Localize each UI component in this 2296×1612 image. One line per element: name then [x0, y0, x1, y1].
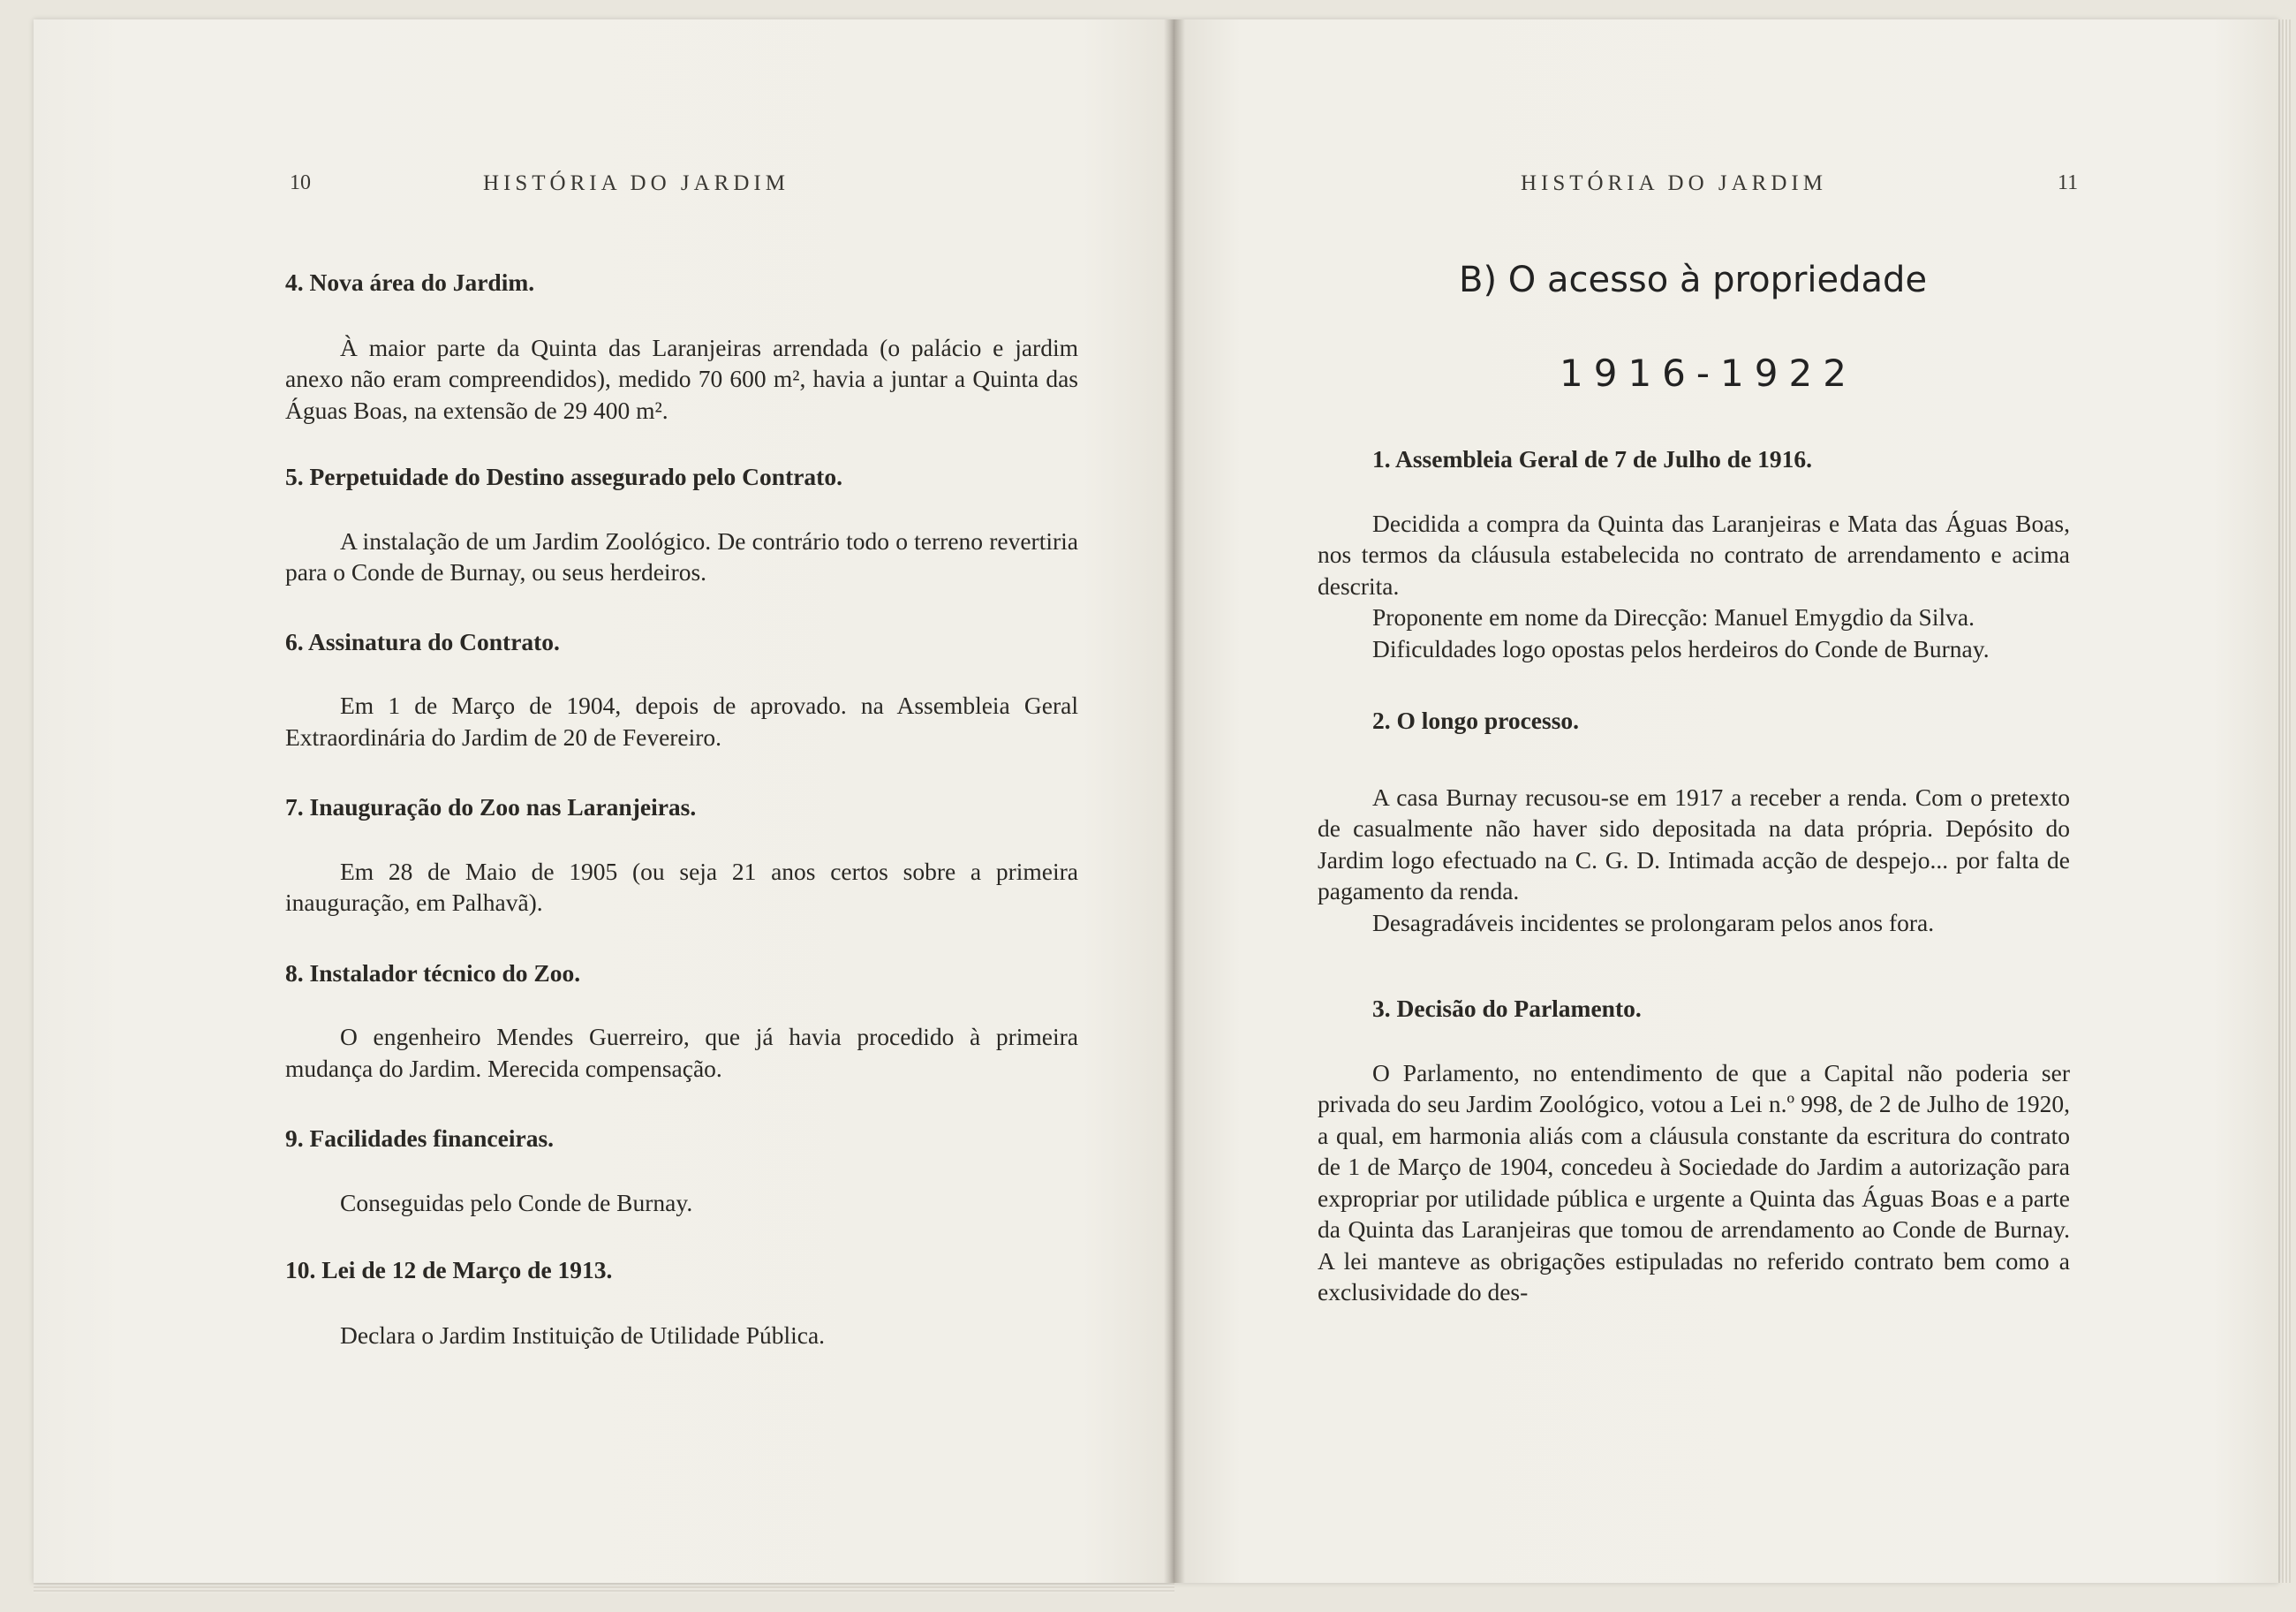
page-number-left: 10 — [290, 171, 311, 194]
section-paragraph: Proponente em nome da Direcção: Manuel Emygdio da Silva. — [1372, 603, 1975, 631]
section-heading: 8. Instalador técnico do Zoo. — [285, 958, 581, 987]
page-number-right: 11 — [2058, 171, 2079, 194]
section-paragraph: Desagradáveis incidentes se prolongaram pelos anos fora. — [1372, 908, 1935, 936]
running-head-left: HISTÓRIA DO JARDIM — [483, 171, 789, 195]
section-heading: 1. Assembleia Geral de 7 de Julho de 1916. — [1372, 445, 1813, 473]
running-head-right: HISTÓRIA DO JARDIM — [1521, 171, 1827, 195]
section-heading: 5. Perpetuidade do Destino assegurado pelo Contrato. — [285, 463, 842, 490]
section-paragraph: À maior parte da Quinta das Laranjeiras arrendada (o palácio e jardim anexo não eram compreendidos), medido 70 600 m², havia a juntar a Quinta das Águas Boas, na extensão de 29 400 m². — [285, 333, 1078, 424]
section-paragraph: A casa Burnay recusou-se em 1917 a receber a renda. Com o pretexto de casualmente não haver sido depositada na data própria. Depósito do Jardim logo efectuado na C. G. D. Intimada acção de despejo... por falta de pagamento da renda. — [1318, 783, 2070, 904]
section-paragraph: Conseguidas pelo Conde de Burnay. — [340, 1188, 693, 1216]
section-paragraph: Declara o Jardim Instituição de Utilidade Pública. — [340, 1321, 826, 1349]
section-paragraph: O engenheiro Mendes Guerreiro, que já havia procedido à primeira mudança do Jardim. Merecida compensação. — [285, 1023, 1078, 1082]
right-page-content — [1318, 443, 2070, 1308]
left-page-content — [285, 267, 1078, 1351]
section-paragraph: Dificuldades logo opostas pelos herdeiros do Conde de Burnay. — [1372, 634, 1990, 662]
section-paragraph: O Parlamento, no entendimento de que a Capital não poderia ser privada do seu Jardim Zoológico, votou a Lei n.º 998, de 2 de Julho de 1920, a qual, em harmonia aliás com a cláusula constante da escritura do contrato de 1 de Março de 1904, concedeu à Sociedade do Jardim a autorização para expropriar por utilidade pública e urgente a Quinta das Águas Boas e a parte da Quinta das Laranjeiras que tomou de arrendamento ao Conde de Burnay. A lei manteve as obrigações estipuladas no referido contrato bem como a exclusividade do des- — [1318, 1058, 2070, 1305]
left-page — [34, 19, 1174, 1583]
section-heading: 6. Assinatura do Contrato. — [285, 627, 560, 655]
section-heading: 10. Lei de 12 de Março de 1913. — [285, 1256, 613, 1283]
section-heading: 4. Nova área do Jardim. — [285, 269, 535, 296]
section-heading: 7. Inauguração do Zoo nas Laranjeiras. — [285, 793, 697, 821]
section-heading: 3. Decisão do Parlamento. — [1372, 995, 1642, 1022]
section-paragraph: Em 28 de Maio de 1905 (ou seja 21 anos certos sobre a primeira inauguração, em Palhavã). — [285, 857, 1078, 916]
section-heading: 2. O longo processo. — [1372, 707, 1580, 734]
book-spine — [1164, 19, 1185, 1583]
section-paragraph: A instalação de um Jardim Zoológico. De contrário todo o terreno revertiria para o Conde de Burnay, ou seus herdeiros. — [285, 526, 1078, 586]
section-paragraph: Decidida a compra da Quinta das Laranjeiras e Mata das Águas Boas, nos termos da cláusula estabelecida no contrato de arrendamento e acima descrita. — [1318, 509, 2070, 600]
page-edges-bottom — [34, 1583, 1174, 1593]
section-paragraph: Em 1 de Março de 1904, depois de aprovado. na Assembleia Geral Extraordinária do Jardim de 20 de Fevereiro. — [285, 692, 1078, 751]
section-heading: 9. Facilidades financeiras. — [285, 1124, 555, 1152]
chapter-title: B) O acesso à propriedade — [1459, 260, 1928, 300]
right-page — [1174, 19, 2278, 1583]
page-edges-right — [2278, 19, 2291, 1583]
chapter-years: 1916-1922 — [1560, 352, 1857, 395]
